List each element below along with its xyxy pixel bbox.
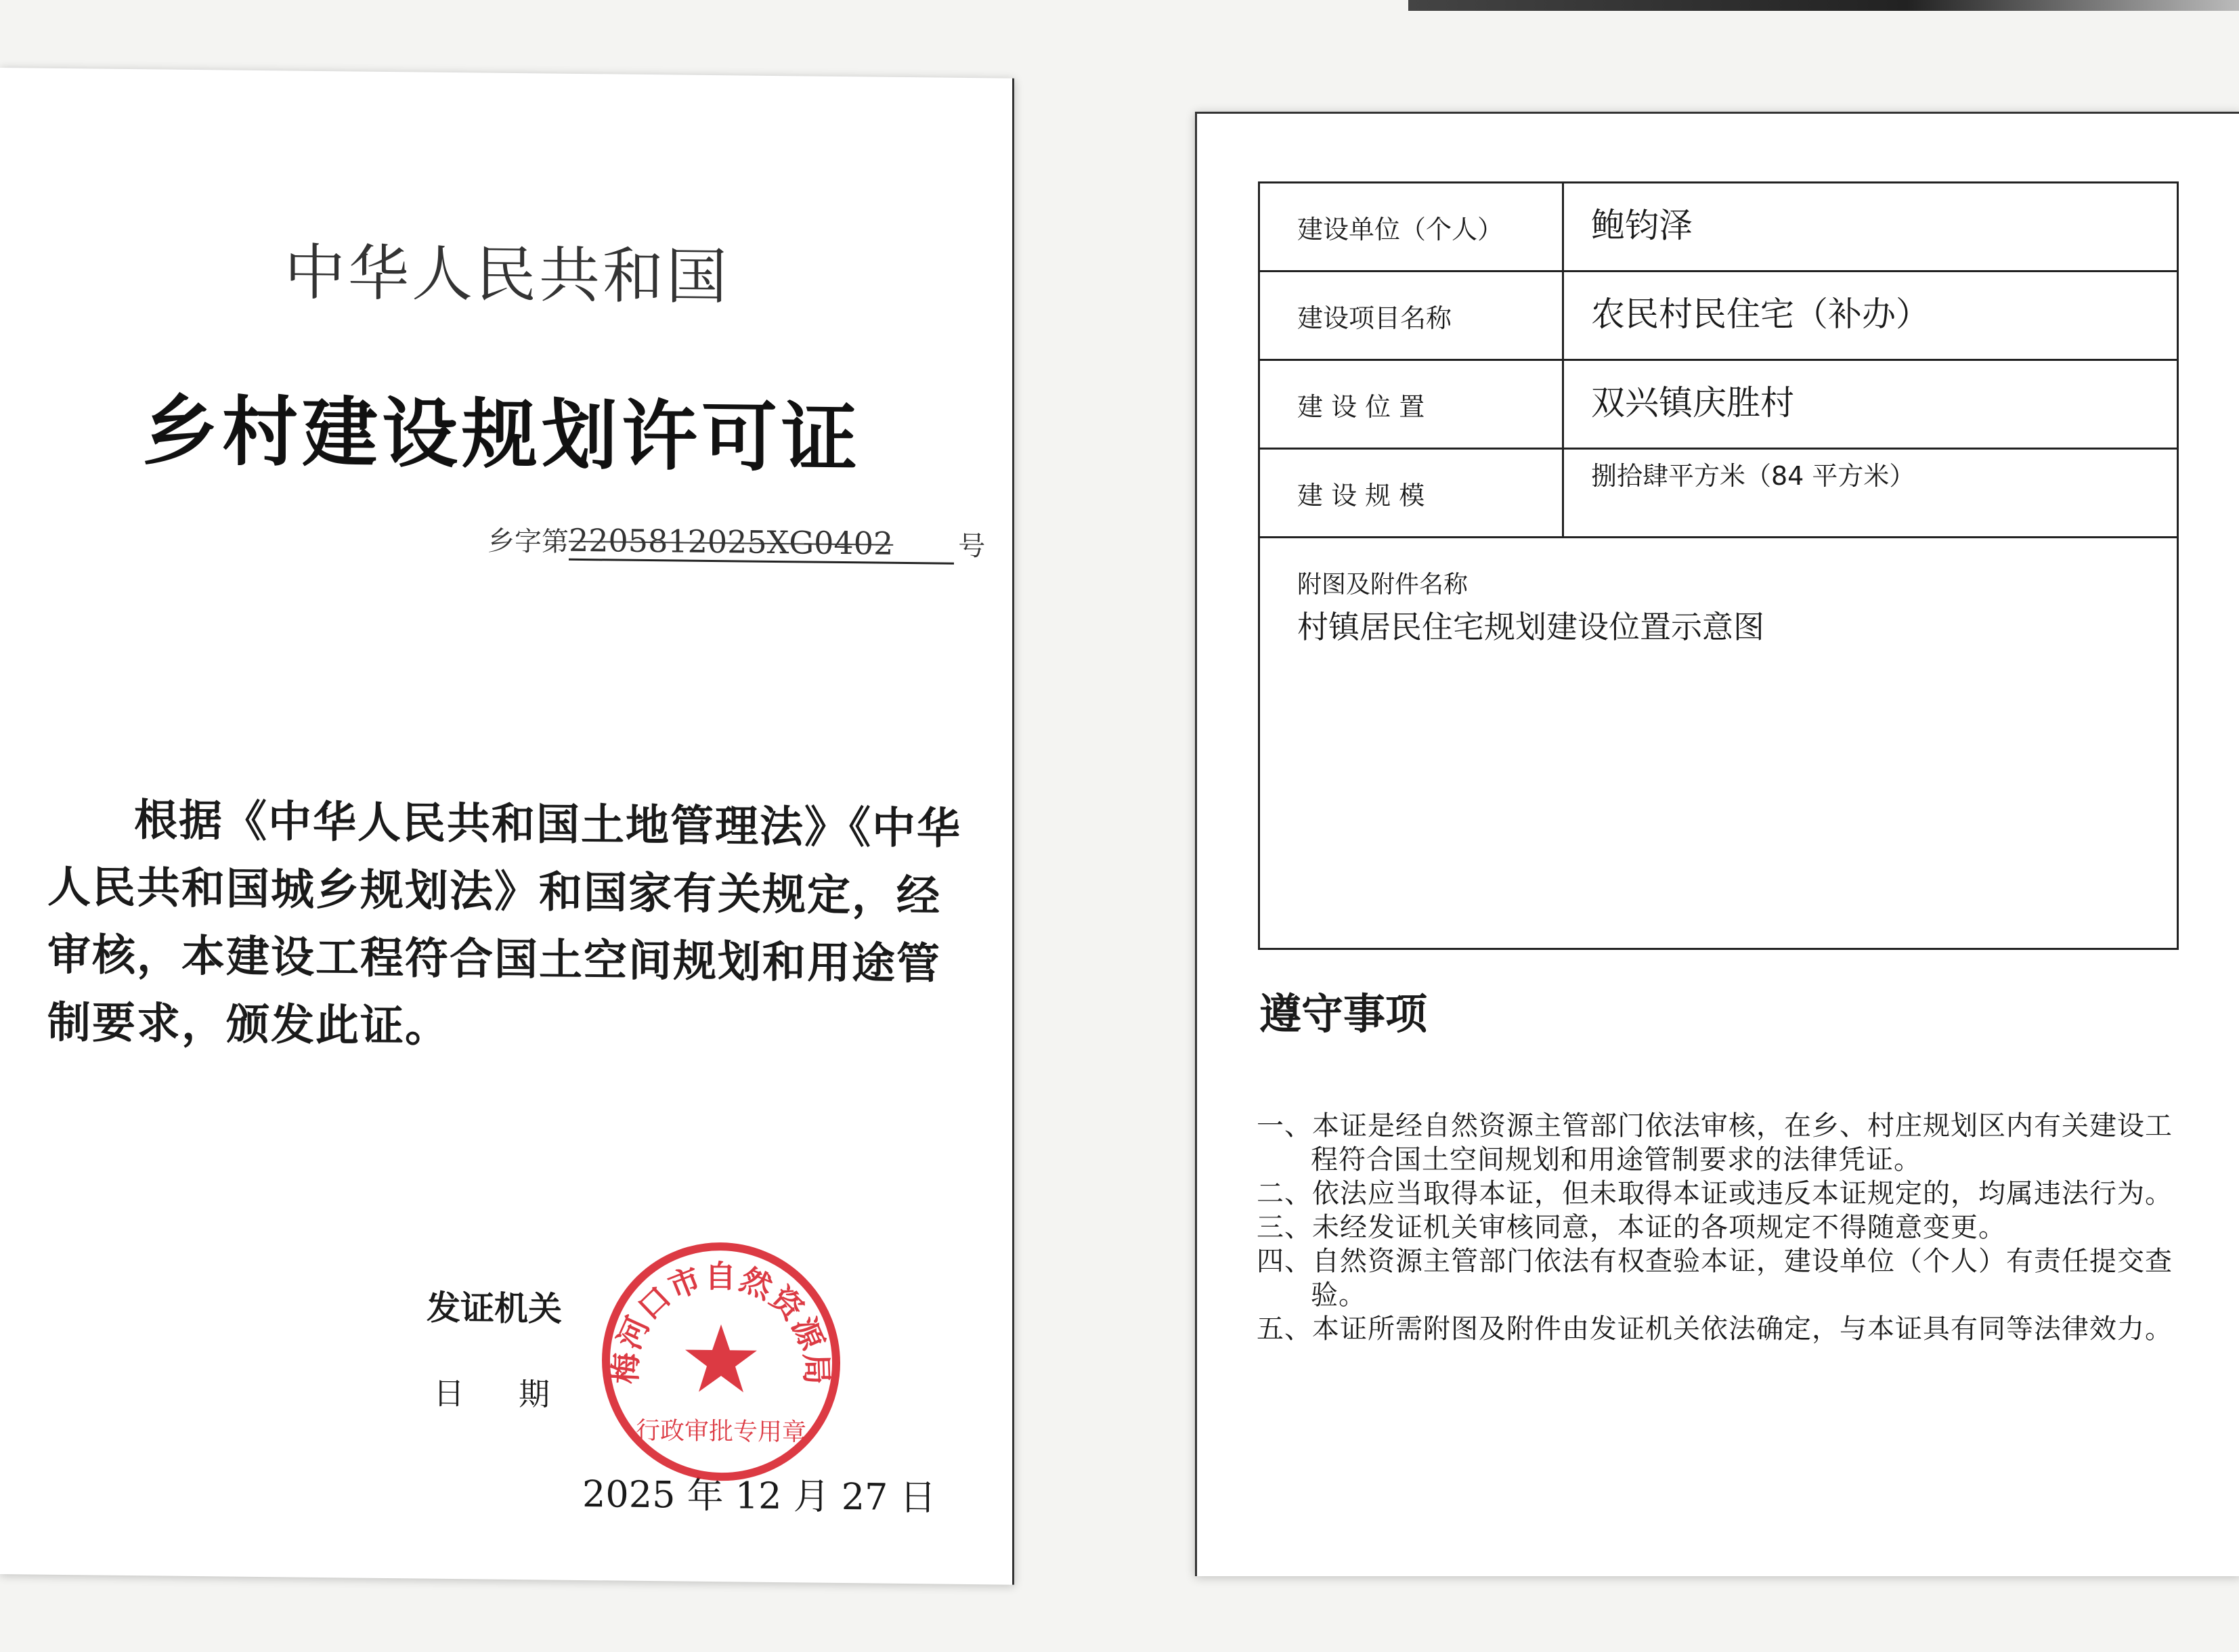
project-info-table [1258,181,2179,950]
table-row [1259,271,2178,360]
row-key: 建设项目名称 [1259,271,1563,360]
official-seal [596,1235,846,1488]
table-row [1259,360,2178,449]
background-strip [1408,0,2239,11]
row-value: 双兴镇庆胜村 [1563,360,2178,449]
certificate-body-text: 根据《中华人民共和国土地管理法》《中华人民共和国城乡规划法》和国家有关规定，经审核，本建设工程符合国土空间规划和用途管制要求，颁发此证。 [47,796,961,1052]
certificate-number-prefix: 乡字第 [487,525,569,558]
seal-top-text: 梅河口市自然资源局 [607,1257,835,1387]
table-row [1259,449,2178,538]
seal-bottom-text: 行政审批专用章 [635,1416,807,1447]
certificate-number-suffix: 号 [958,530,986,563]
row-key: 建 设 规 模 [1259,449,1563,538]
country-name: 中华人民共和国 [284,237,730,313]
row-key: 建 设 位 置 [1259,360,1563,449]
row-value: 鲍钧泽 [1563,183,2178,271]
attachments-label: 附图及附件名称 [1297,571,1469,599]
table-row [1259,183,2178,271]
row-key: 建设单位（个人） [1259,183,1563,271]
issuer-label: 发证机关 [427,1288,562,1329]
table-row [1259,538,2178,949]
attachments-cell [1259,538,2178,949]
certificate-number [487,520,985,565]
list-item: 三、未经发证机关审核同意，本证的各项规定不得随意变更。 [1257,1212,2006,1243]
list-item: 五、本证所需附图及附件由发证机关依法确定，与本证具有同等法律效力。 [1257,1313,2173,1345]
certificate-info-page [1195,112,2239,1576]
attachments-value: 村镇居民住宅规划建设位置示意图 [1297,609,1764,645]
date-label: 日期 [433,1374,604,1414]
certificate-front-page [0,68,1014,1585]
issue-date: 2025 年 12 月 27 日 [582,1473,936,1519]
notice-list [1257,1109,2184,1346]
row-value: 农民村民住宅（补办） [1563,271,2178,360]
list-item: 一、本证是经自然资源主管部门依法审核，在乡、村庄规划区内有关建设工程符合国土空间规划和用途管制要求的法律凭证。 [1257,1110,2173,1175]
notice-title: 遵守事项 [1259,989,1428,1039]
list-item: 四、自然资源主管部门依法有权查验本证，建设单位（个人）有责任提交查验。 [1257,1246,2173,1311]
seal-star-icon [685,1324,757,1393]
row-value: 捌拾肆平方米（84 平方米） [1563,449,2178,538]
certificate-number-value: 2205812025XG0402 [569,522,954,565]
certificate-title: 乡村建设规划许可证 [142,387,861,483]
list-item: 二、依法应当取得本证，但未取得本证或违反本证规定的，均属违法行为。 [1257,1178,2173,1209]
